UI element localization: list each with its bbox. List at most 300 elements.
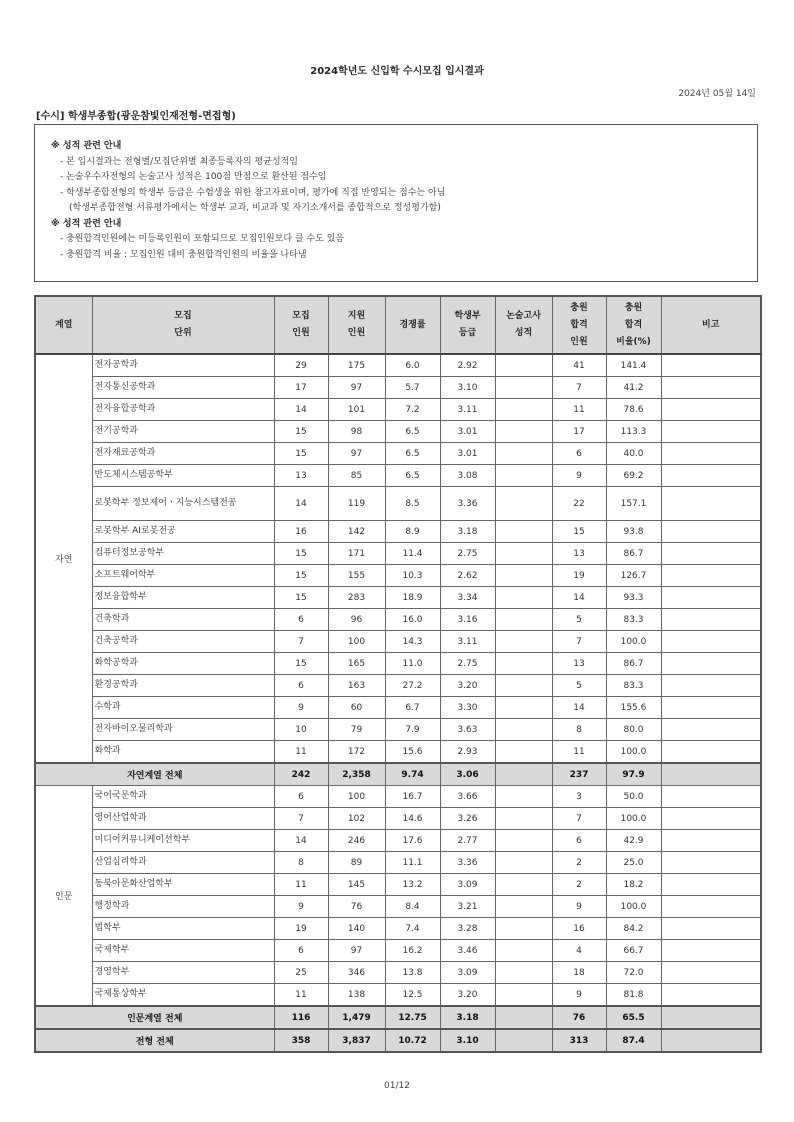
cell-rate: 84.2	[606, 918, 661, 940]
dept-name: 정보융합학부	[92, 587, 274, 609]
cell-extra: 2	[552, 852, 606, 874]
subtotal-ratio: 12.75	[385, 1006, 440, 1029]
cell-essay	[495, 421, 552, 443]
document-date: 2024년 05월 14일	[678, 89, 756, 99]
cell-ratio: 17.6	[385, 830, 440, 852]
table-row	[35, 609, 761, 631]
cell-applicants: 100	[328, 786, 385, 808]
dept-name: 반도체시스템공학부	[92, 465, 274, 487]
section-title: [수시] 학생부종합(광운참빛인재전형-면접형)	[36, 111, 236, 122]
cell-ratio: 11.1	[385, 852, 440, 874]
cell-quota: 6	[274, 675, 328, 697]
cell-applicants: 89	[328, 852, 385, 874]
cell-quota: 15	[274, 421, 328, 443]
cell-note	[661, 962, 761, 984]
cell-essay	[495, 543, 552, 565]
cell-ratio: 16.7	[385, 786, 440, 808]
cell-applicants: 102	[328, 808, 385, 830]
cell-quota: 17	[274, 377, 328, 399]
total-ratio: 10.72	[385, 1029, 440, 1052]
cell-essay	[495, 631, 552, 653]
table-row	[35, 354, 761, 377]
cell-quota: 7	[274, 631, 328, 653]
cell-grade: 2.75	[440, 543, 495, 565]
cell-rate: 155.6	[606, 697, 661, 719]
cell-grade: 3.63	[440, 719, 495, 741]
cell-rate: 66.7	[606, 940, 661, 962]
dept-name: 국제학부	[92, 940, 274, 962]
dept-name: 소프트웨어학부	[92, 565, 274, 587]
cell-ratio: 6.5	[385, 443, 440, 465]
dept-name: 동북아문화산업학부	[92, 874, 274, 896]
cell-essay	[495, 465, 552, 487]
cell-rate: 25.0	[606, 852, 661, 874]
cell-quota: 25	[274, 962, 328, 984]
dept-name: 산업심리학과	[92, 852, 274, 874]
subtotal-rate: 97.9	[606, 763, 661, 786]
cell-quota: 11	[274, 741, 328, 764]
cell-grade: 2.93	[440, 741, 495, 764]
total-rate: 87.4	[606, 1029, 661, 1052]
cell-grade: 3.36	[440, 852, 495, 874]
notice-line: - 학생부종합전형의 학생부 등급은 수험생을 위한 참고자료이며, 평가에 직접 반영되는 점수는 아님	[60, 187, 446, 198]
cell-essay	[495, 940, 552, 962]
cell-essay	[495, 719, 552, 741]
cell-rate: 100.0	[606, 808, 661, 830]
cell-rate: 50.0	[606, 786, 661, 808]
cell-applicants: 138	[328, 984, 385, 1007]
cell-ratio: 8.9	[385, 521, 440, 543]
cell-applicants: 97	[328, 940, 385, 962]
document-title: 2024학년도 신입학 수시모집 입시결과	[310, 66, 484, 77]
cell-quota: 15	[274, 653, 328, 675]
cell-ratio: 7.2	[385, 399, 440, 421]
notice-line: - 충원합격 비율 : 모집인원 대비 충원합격인원의 비율을 나타냄	[60, 249, 307, 260]
table-row	[35, 830, 761, 852]
cell-note	[661, 918, 761, 940]
cell-essay	[495, 653, 552, 675]
cell-grade: 3.30	[440, 697, 495, 719]
cell-ratio: 5.7	[385, 377, 440, 399]
cell-quota: 11	[274, 984, 328, 1007]
cell-extra: 9	[552, 984, 606, 1007]
cell-essay	[495, 697, 552, 719]
subtotal-quota: 242	[274, 763, 328, 786]
dept-name: 전자바이오물리학과	[92, 719, 274, 741]
cell-grade: 3.21	[440, 896, 495, 918]
cell-extra: 4	[552, 940, 606, 962]
cell-ratio: 13.8	[385, 962, 440, 984]
dept-name: 화학공학과	[92, 653, 274, 675]
cell-applicants: 96	[328, 609, 385, 631]
cell-quota: 11	[274, 874, 328, 896]
subtotal-note	[661, 763, 761, 786]
cell-note	[661, 465, 761, 487]
cell-quota: 15	[274, 543, 328, 565]
subtotal-label: 인문계열 전체	[35, 1006, 274, 1029]
cell-applicants: 246	[328, 830, 385, 852]
cell-note	[661, 675, 761, 697]
cell-extra: 3	[552, 786, 606, 808]
cell-applicants: 101	[328, 399, 385, 421]
cell-quota: 19	[274, 918, 328, 940]
dept-name: 국제통상학부	[92, 984, 274, 1007]
cell-ratio: 15.6	[385, 741, 440, 764]
cell-extra: 9	[552, 896, 606, 918]
cell-applicants: 100	[328, 631, 385, 653]
cell-essay	[495, 565, 552, 587]
cell-essay	[495, 830, 552, 852]
cell-rate: 83.3	[606, 609, 661, 631]
cell-rate: 81.8	[606, 984, 661, 1007]
cell-note	[661, 377, 761, 399]
cell-essay	[495, 896, 552, 918]
cell-grade: 3.10	[440, 377, 495, 399]
cell-extra: 19	[552, 565, 606, 587]
cell-ratio: 6.5	[385, 421, 440, 443]
cell-grade: 3.20	[440, 984, 495, 1007]
cell-extra: 2	[552, 874, 606, 896]
total-quota: 358	[274, 1029, 328, 1052]
table-row	[35, 918, 761, 940]
cell-rate: 40.0	[606, 443, 661, 465]
dept-name: 화학과	[92, 741, 274, 764]
cell-applicants: 140	[328, 918, 385, 940]
cell-note	[661, 565, 761, 587]
subtotal-applicants: 2,358	[328, 763, 385, 786]
cell-applicants: 85	[328, 465, 385, 487]
cell-ratio: 7.9	[385, 719, 440, 741]
cell-note	[661, 354, 761, 377]
cell-rate: 83.3	[606, 675, 661, 697]
cell-extra: 7	[552, 631, 606, 653]
notice-line: - 본 입시결과는 전형별/모집단위별 최종등록자의 평균성적임	[60, 156, 298, 167]
cell-quota: 15	[274, 443, 328, 465]
cell-ratio: 14.3	[385, 631, 440, 653]
dept-name: 영어산업학과	[92, 808, 274, 830]
cell-applicants: 172	[328, 741, 385, 764]
cell-essay	[495, 609, 552, 631]
header-applicants: 지원 인원	[328, 296, 385, 354]
cell-ratio: 12.5	[385, 984, 440, 1007]
cell-quota: 6	[274, 940, 328, 962]
cell-rate: 100.0	[606, 741, 661, 764]
cell-applicants: 163	[328, 675, 385, 697]
cell-rate: 126.7	[606, 565, 661, 587]
cell-applicants: 171	[328, 543, 385, 565]
table-body	[35, 354, 761, 1052]
total-grade: 3.10	[440, 1029, 495, 1052]
cell-extra: 7	[552, 808, 606, 830]
cell-grade: 3.09	[440, 962, 495, 984]
dept-name: 법학부	[92, 918, 274, 940]
cell-note	[661, 852, 761, 874]
cell-extra: 7	[552, 377, 606, 399]
cell-note	[661, 443, 761, 465]
dept-name: 국어국문학과	[92, 786, 274, 808]
dept-name: 건축공학과	[92, 631, 274, 653]
results-table	[34, 295, 762, 1053]
cell-rate: 157.1	[606, 487, 661, 521]
cell-quota: 15	[274, 587, 328, 609]
cell-grade: 3.16	[440, 609, 495, 631]
cell-grade: 3.26	[440, 808, 495, 830]
cell-extra: 6	[552, 443, 606, 465]
cell-applicants: 97	[328, 443, 385, 465]
cell-ratio: 16.2	[385, 940, 440, 962]
cell-rate: 80.0	[606, 719, 661, 741]
dept-name: 로봇학부 AI로봇전공	[92, 521, 274, 543]
cell-ratio: 6.7	[385, 697, 440, 719]
cell-essay	[495, 399, 552, 421]
dept-name: 미디어커뮤니케이션학부	[92, 830, 274, 852]
total-row	[35, 1029, 761, 1052]
cell-extra: 5	[552, 675, 606, 697]
table-row	[35, 631, 761, 653]
table-row	[35, 896, 761, 918]
table-row	[35, 487, 761, 521]
dept-name: 전자융합공학과	[92, 399, 274, 421]
cell-note	[661, 421, 761, 443]
cell-note	[661, 984, 761, 1007]
cell-grade: 3.11	[440, 399, 495, 421]
cell-ratio: 14.6	[385, 808, 440, 830]
dept-name: 전기공학과	[92, 421, 274, 443]
cell-note	[661, 521, 761, 543]
subtotal-essay	[495, 763, 552, 786]
cell-note	[661, 487, 761, 521]
cell-quota: 13	[274, 465, 328, 487]
subtotal-grade: 3.06	[440, 763, 495, 786]
table-row	[35, 741, 761, 764]
notice-heading-grades: ※ 성적 관련 안내	[51, 141, 122, 151]
table-row	[35, 587, 761, 609]
cell-quota: 14	[274, 830, 328, 852]
subtotal-ratio: 9.74	[385, 763, 440, 786]
cell-essay	[495, 443, 552, 465]
cell-extra: 17	[552, 421, 606, 443]
dept-name: 전자통신공학과	[92, 377, 274, 399]
cell-rate: 141.4	[606, 354, 661, 377]
header-extra: 충원 합격 인원	[552, 296, 606, 354]
table-row	[35, 543, 761, 565]
header-unit: 모집 단위	[92, 296, 274, 354]
cell-essay	[495, 521, 552, 543]
notice-line: (학생부종합전형 서류평가에서는 학생부 교과, 비교과 및 자기소개서를 종합적으로 정성평가함)	[69, 203, 441, 213]
cell-grade: 2.75	[440, 653, 495, 675]
cell-note	[661, 808, 761, 830]
cell-applicants: 175	[328, 354, 385, 377]
cell-rate: 113.3	[606, 421, 661, 443]
cell-grade: 3.08	[440, 465, 495, 487]
table-row	[35, 653, 761, 675]
table-header-row	[35, 296, 761, 354]
subtotal-row	[35, 763, 761, 786]
cell-ratio: 18.9	[385, 587, 440, 609]
table-row	[35, 377, 761, 399]
cell-rate: 86.7	[606, 653, 661, 675]
dept-name: 행정학과	[92, 896, 274, 918]
subtotal-grade: 3.18	[440, 1006, 495, 1029]
cell-quota: 7	[274, 808, 328, 830]
cell-grade: 2.92	[440, 354, 495, 377]
cell-extra: 13	[552, 543, 606, 565]
cell-ratio: 27.2	[385, 675, 440, 697]
cell-applicants: 79	[328, 719, 385, 741]
cell-grade: 3.46	[440, 940, 495, 962]
header-essay: 논술고사 성적	[495, 296, 552, 354]
cell-quota: 14	[274, 487, 328, 521]
subtotal-extra: 76	[552, 1006, 606, 1029]
cell-ratio: 16.0	[385, 609, 440, 631]
cell-ratio: 11.0	[385, 653, 440, 675]
group-label: 인문	[35, 786, 92, 1007]
cell-grade: 3.28	[440, 918, 495, 940]
cell-note	[661, 631, 761, 653]
header-quota: 모집 인원	[274, 296, 328, 354]
table-row	[35, 874, 761, 896]
notice-line: - 논술우수자전형의 논술고사 성적은 100점 만점으로 환산된 점수임	[60, 172, 327, 182]
cell-note	[661, 653, 761, 675]
cell-essay	[495, 874, 552, 896]
cell-essay	[495, 587, 552, 609]
subtotal-extra: 237	[552, 763, 606, 786]
cell-rate: 93.8	[606, 521, 661, 543]
page-number: 01/12	[384, 1081, 410, 1091]
cell-ratio: 7.4	[385, 918, 440, 940]
header-note: 비고	[661, 296, 761, 354]
cell-grade: 3.36	[440, 487, 495, 521]
cell-extra: 14	[552, 697, 606, 719]
cell-rate: 41.2	[606, 377, 661, 399]
cell-essay	[495, 675, 552, 697]
cell-applicants: 98	[328, 421, 385, 443]
cell-quota: 9	[274, 697, 328, 719]
dept-name: 환경공학과	[92, 675, 274, 697]
cell-rate: 100.0	[606, 896, 661, 918]
subtotal-rate: 65.5	[606, 1006, 661, 1029]
dept-name: 전자공학과	[92, 354, 274, 377]
cell-extra: 6	[552, 830, 606, 852]
cell-rate: 72.0	[606, 962, 661, 984]
cell-extra: 41	[552, 354, 606, 377]
dept-name: 컴퓨터정보공학부	[92, 543, 274, 565]
cell-applicants: 119	[328, 487, 385, 521]
cell-rate: 93.3	[606, 587, 661, 609]
cell-note	[661, 896, 761, 918]
cell-extra: 11	[552, 399, 606, 421]
cell-ratio: 13.2	[385, 874, 440, 896]
cell-essay	[495, 808, 552, 830]
table-row	[35, 852, 761, 874]
dept-name: 전자재료공학과	[92, 443, 274, 465]
cell-quota: 6	[274, 609, 328, 631]
cell-note	[661, 719, 761, 741]
cell-note	[661, 786, 761, 808]
header-extra-rate: 충원 합격 비율(%)	[606, 296, 661, 354]
cell-grade: 3.20	[440, 675, 495, 697]
cell-grade: 3.01	[440, 421, 495, 443]
table-row	[35, 465, 761, 487]
table-row	[35, 421, 761, 443]
dept-name: 건축학과	[92, 609, 274, 631]
cell-note	[661, 609, 761, 631]
total-essay	[495, 1029, 552, 1052]
table-row	[35, 786, 761, 808]
cell-rate: 42.9	[606, 830, 661, 852]
cell-ratio: 6.5	[385, 465, 440, 487]
cell-grade: 3.34	[440, 587, 495, 609]
cell-rate: 69.2	[606, 465, 661, 487]
notice-heading-extra: ※ 성적 관련 안내	[51, 218, 122, 229]
cell-grade: 3.01	[440, 443, 495, 465]
cell-quota: 10	[274, 719, 328, 741]
subtotal-applicants: 1,479	[328, 1006, 385, 1029]
cell-rate: 18.2	[606, 874, 661, 896]
cell-essay	[495, 786, 552, 808]
cell-grade: 3.09	[440, 874, 495, 896]
cell-quota: 9	[274, 896, 328, 918]
table-row	[35, 675, 761, 697]
cell-ratio: 11.4	[385, 543, 440, 565]
cell-extra: 8	[552, 719, 606, 741]
total-label: 전형 전체	[35, 1029, 274, 1052]
cell-grade: 3.18	[440, 521, 495, 543]
table-row	[35, 565, 761, 587]
cell-quota: 29	[274, 354, 328, 377]
subtotal-row	[35, 1006, 761, 1029]
cell-extra: 16	[552, 918, 606, 940]
cell-note	[661, 940, 761, 962]
subtotal-quota: 116	[274, 1006, 328, 1029]
cell-essay	[495, 962, 552, 984]
cell-rate: 86.7	[606, 543, 661, 565]
cell-essay	[495, 984, 552, 1007]
cell-essay	[495, 918, 552, 940]
header-grade: 학생부 등급	[440, 296, 495, 354]
cell-ratio: 8.4	[385, 896, 440, 918]
table-row	[35, 521, 761, 543]
cell-applicants: 76	[328, 896, 385, 918]
group-label: 자연	[35, 354, 92, 763]
dept-name: 로봇학부 정보제어ㆍ지능시스템전공	[92, 487, 274, 521]
cell-note	[661, 697, 761, 719]
subtotal-note	[661, 1006, 761, 1029]
cell-applicants: 155	[328, 565, 385, 587]
cell-ratio: 10.3	[385, 565, 440, 587]
table-row	[35, 399, 761, 421]
subtotal-essay	[495, 1006, 552, 1029]
cell-applicants: 142	[328, 521, 385, 543]
cell-quota: 15	[274, 565, 328, 587]
total-applicants: 3,837	[328, 1029, 385, 1052]
table-row	[35, 940, 761, 962]
cell-rate: 78.6	[606, 399, 661, 421]
dept-name: 경영학부	[92, 962, 274, 984]
cell-ratio: 6.0	[385, 354, 440, 377]
table-row	[35, 962, 761, 984]
table-row	[35, 808, 761, 830]
subtotal-label: 자연계열 전체	[35, 763, 274, 786]
cell-applicants: 346	[328, 962, 385, 984]
cell-extra: 9	[552, 465, 606, 487]
cell-grade: 2.62	[440, 565, 495, 587]
cell-note	[661, 874, 761, 896]
cell-essay	[495, 354, 552, 377]
dept-name: 수학과	[92, 697, 274, 719]
cell-quota: 14	[274, 399, 328, 421]
total-extra: 313	[552, 1029, 606, 1052]
